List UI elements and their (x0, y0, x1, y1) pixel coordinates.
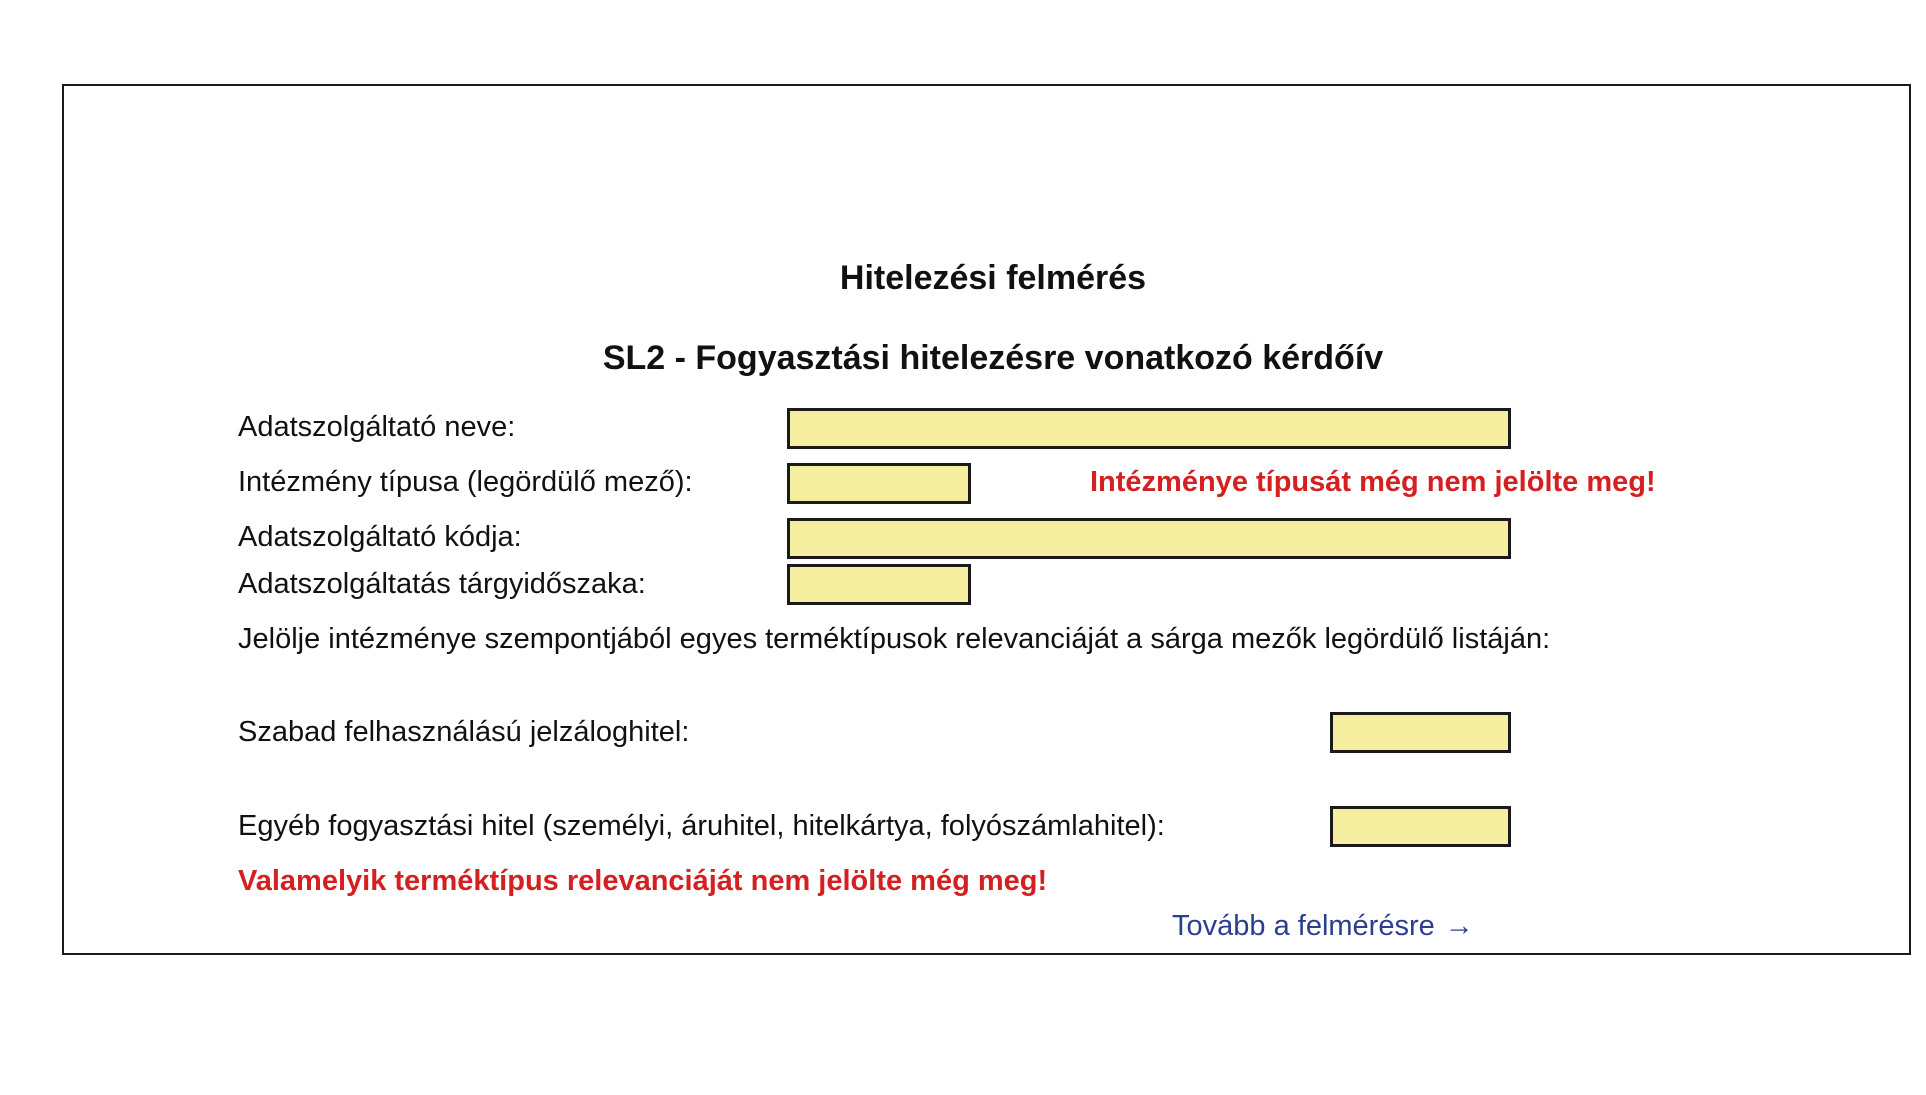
reporting-period-input[interactable] (787, 564, 971, 605)
product-select-other-consumer[interactable] (1330, 806, 1511, 847)
provider-code-input[interactable] (787, 518, 1511, 559)
product-label-other-consumer: Egyéb fogyasztási hitel (személyi, áruhitel, hitelkártya, folyószámlahitel): (238, 810, 1165, 842)
product-relevance-instruction: Jelölje intézménye szempontjából egyes terméktípusok relevanciáját a sárga mezők legördülő listáján: (238, 623, 1551, 655)
institution-type-label: Intézmény típusa (legördülő mező): (238, 466, 693, 498)
product-relevance-warning: Valamelyik terméktípus relevanciáját nem jelölte még meg! (238, 865, 1048, 897)
institution-type-select[interactable] (787, 463, 971, 504)
continue-to-survey-link[interactable] (1172, 909, 1474, 943)
provider-name-input[interactable] (787, 408, 1511, 449)
arrow-right-icon: → (1444, 910, 1474, 942)
continue-link-label: Tovább a felmérésre (1172, 910, 1435, 942)
institution-type-warning: Intézménye típusát még nem jelölte meg! (1090, 466, 1656, 498)
product-select-mortgage[interactable] (1330, 712, 1511, 753)
provider-code-label: Adatszolgáltató kódja: (238, 521, 522, 553)
page-title: Hitelezési felmérés (839, 259, 1147, 297)
provider-name-label: Adatszolgáltató neve: (238, 411, 516, 443)
product-label-mortgage: Szabad felhasználású jelzáloghitel: (238, 716, 690, 748)
reporting-period-label: Adatszolgáltatás tárgyidőszaka: (238, 568, 646, 600)
page-subtitle: SL2 - Fogyasztási hitelezésre vonatkozó kérdőív (602, 339, 1384, 377)
